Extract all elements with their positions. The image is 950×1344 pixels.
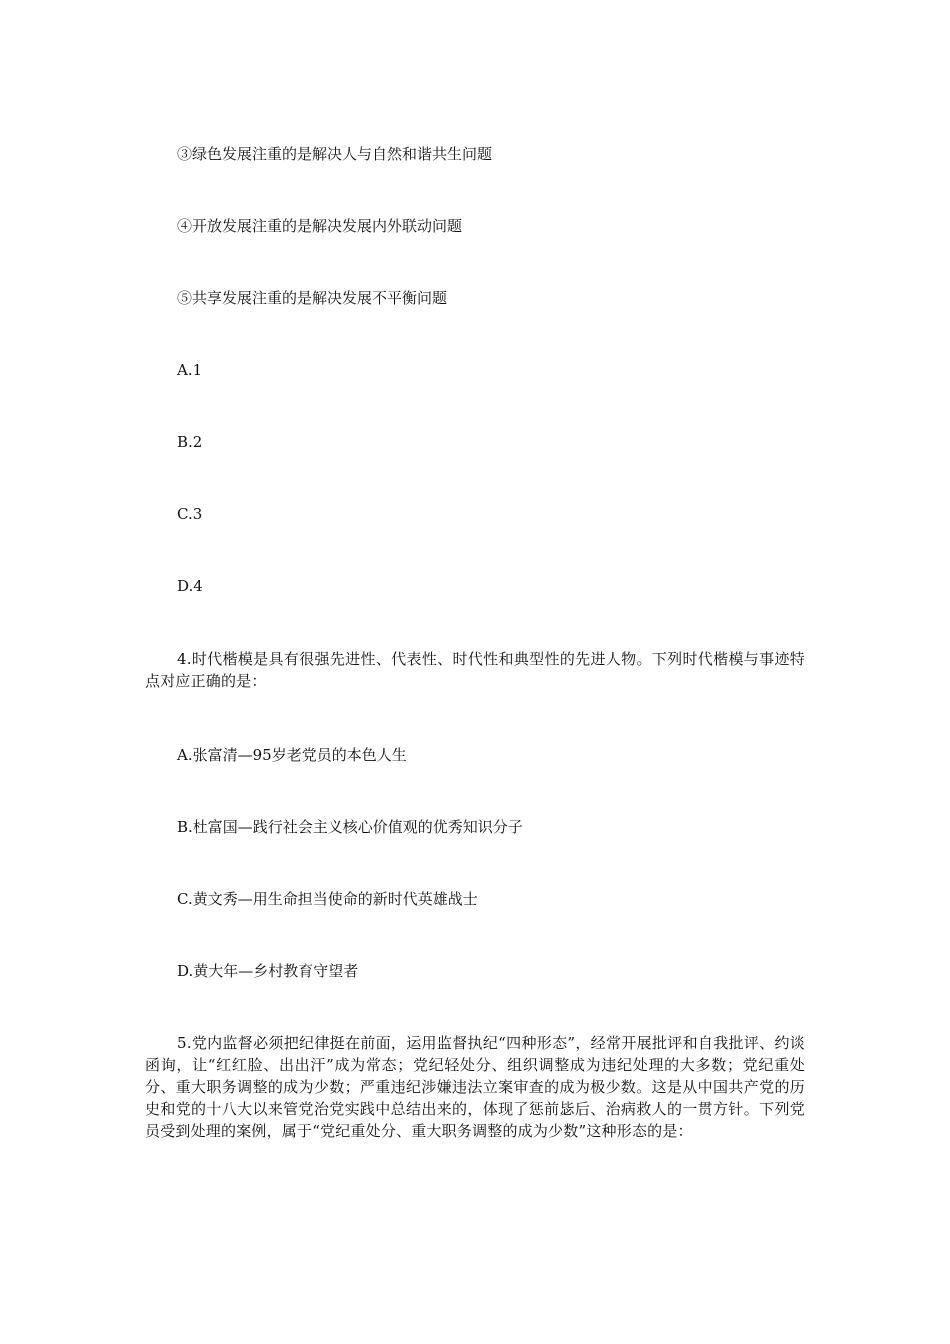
q3-option-b: B.2 [177,433,203,451]
q4-option-c: C.黄文秀—用生命担当使命的新时代英雄战士 [177,890,478,908]
q3-option-c: C.3 [177,505,203,523]
q4-option-a: A.张富清—95岁老党员的本色人生 [177,746,407,764]
q3-option-d: D.4 [177,577,203,595]
q5-stem: 5.党内监督必须把纪律挺在前面，运用监督执纪“四种形态”，经常开展批评和自我批评、约谈函询，让“红红脸、出出汗”成为常态；党纪轻处分、组织调整成为违纪处理的大多数；党纪重处分、重大职务调整的成为少数；严重违纪涉嫌违法立案审查的成为极少数。这是从中国共产党的历史和党的十八大以来管党治党实践中总结出来的，体现了惩前毖后、治病救人的一贯方针。下列党员受到处理的案例，属于“党纪重处分、重大职务调整的成为少数”这种形态的是： [145,1034,805,1140]
statement-4: ④开放发展注重的是解决发展内外联动问题 [177,217,463,235]
statement-3: ③绿色发展注重的是解决人与自然和谐共生问题 [177,145,493,163]
q3-option-a: A.1 [177,361,203,379]
q4-option-b: B.杜富国—践行社会主义核心价值观的优秀知识分子 [177,818,523,836]
q4-option-d: D.黄大年—乡村教育守望者 [177,962,359,980]
q4-stem: 4.时代楷模是具有很强先进性、代表性、时代性和典型性的先进人物。下列时代楷模与事迹特点对应正确的是： [145,650,805,690]
statement-5: ⑤共享发展注重的是解决发展不平衡问题 [177,289,448,307]
